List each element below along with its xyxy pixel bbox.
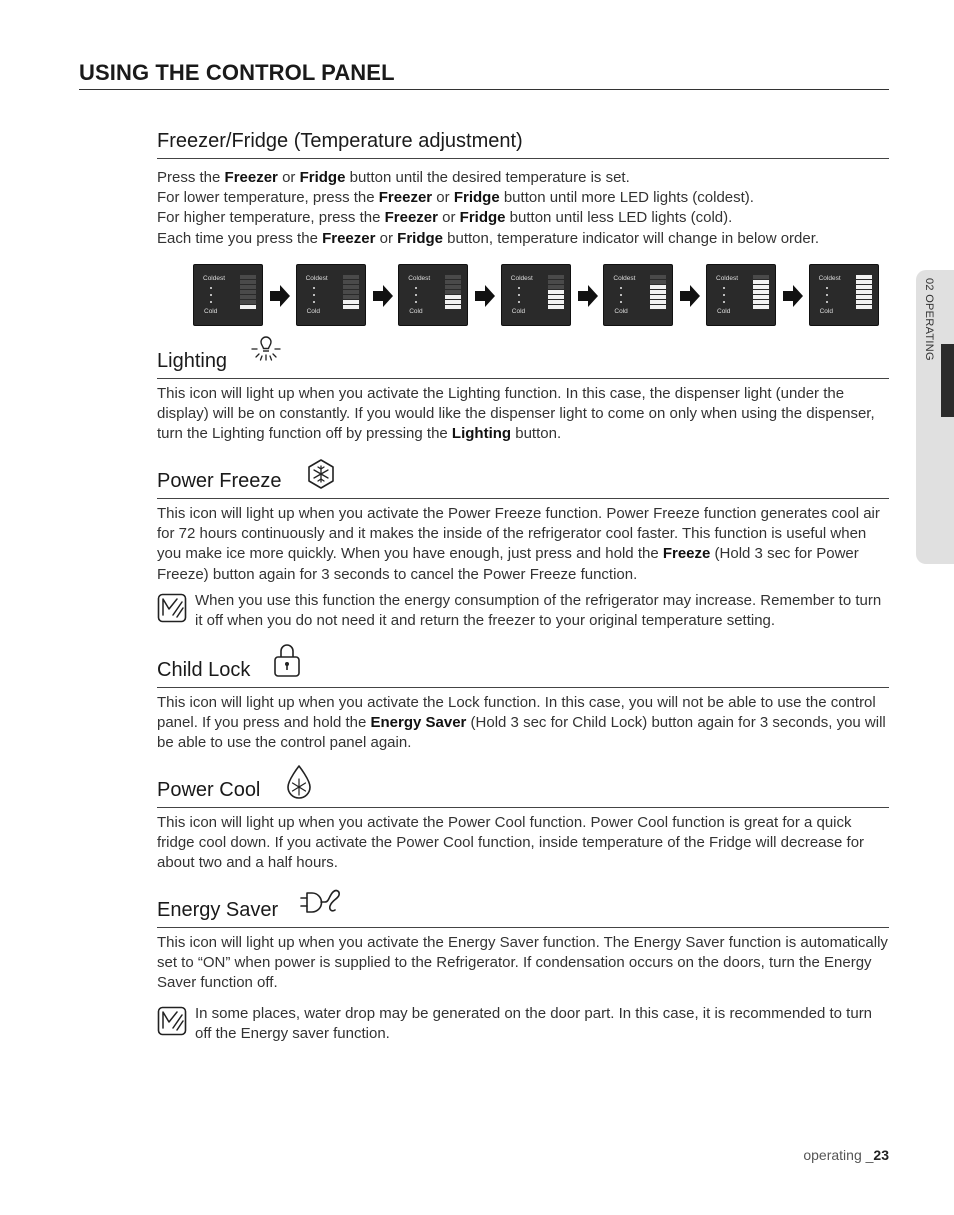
led-bar — [445, 290, 461, 294]
led-bar — [343, 300, 359, 304]
lightbulb-icon — [249, 336, 283, 373]
temperature-indicator-panel — [398, 264, 468, 326]
led-bar — [856, 275, 872, 279]
led-bar — [343, 285, 359, 289]
led-bar-stack — [753, 275, 769, 310]
temperature-indicator-panel — [809, 264, 879, 326]
cold-label: Cold — [511, 308, 526, 315]
right-arrow-icon — [782, 284, 804, 308]
energy-saver-section — [157, 895, 889, 994]
cold-label: Cold — [819, 308, 833, 315]
led-bar — [343, 295, 359, 299]
indicator-dot — [518, 287, 520, 289]
cold-label: Cold — [614, 308, 628, 315]
title-divider — [79, 89, 889, 90]
indicator-dot — [210, 287, 212, 289]
led-bar — [753, 290, 769, 294]
cold-label: Cold — [306, 308, 320, 315]
page-footer — [803, 1147, 889, 1163]
led-bar — [240, 300, 256, 304]
power-freeze-note — [157, 591, 889, 631]
led-bar — [753, 300, 769, 304]
note-icon — [157, 1006, 187, 1041]
led-bar — [445, 305, 461, 309]
section-title: Power Freeze — [157, 470, 282, 492]
indicator-dot — [620, 294, 622, 296]
led-bar — [548, 275, 564, 279]
led-bar — [856, 280, 872, 284]
section-title: Freezer/Fridge (Temperature adjustment) — [157, 130, 523, 152]
led-bar — [753, 305, 769, 309]
led-bar — [650, 305, 666, 309]
snowflake-drop-icon — [284, 764, 314, 805]
child-lock-description: This icon will light up when you activate the Lock function. In this case, you will not be able to use the control panel. If you press and hold the Energy Saver (Hold 3 sec for Child Lock) button again for 3 seconds, you will be able to use the control panel again. — [157, 694, 886, 752]
energy-saver-description: This icon will light up when you activate the Energy Saver function. The Energy Saver function is automatically set to “ON” when power is supplied to the Refrigerator. If condensation occurs on the doors, turn the Energy Saver function off. — [157, 934, 888, 992]
led-bar — [548, 285, 564, 289]
page-number: 23 — [873, 1147, 889, 1163]
temperature-indicator-sequence — [193, 264, 879, 326]
led-bar — [650, 295, 666, 299]
led-bar — [445, 275, 461, 279]
led-bar — [445, 285, 461, 289]
temperature-indicator-panel — [296, 264, 366, 326]
led-bar-stack — [343, 275, 359, 310]
led-bar — [548, 280, 564, 284]
temperature-indicator-panel — [193, 264, 263, 326]
power-cool-description: This icon will light up when you activate the Power Cool function. Power Cool function is great for a quick fridge cool down. If you activate the Power Cool function, inside temperature of the Fridge will decrease for about two and a half hours. — [157, 814, 865, 872]
led-bar — [445, 295, 461, 299]
led-bar — [240, 305, 256, 309]
indicator-dot — [826, 287, 828, 289]
led-bar — [856, 305, 872, 309]
indicator-dot — [313, 301, 315, 303]
instruction-line: Press the Freezer or Fridge button until the desired temperature is set. — [157, 169, 630, 186]
indicator-dot — [210, 294, 212, 296]
cold-label: Cold — [409, 308, 423, 315]
led-bar — [240, 275, 256, 279]
led-bar — [856, 290, 872, 294]
footer-label: operating _ — [803, 1147, 874, 1163]
right-arrow-icon — [474, 284, 496, 308]
indicator-dot — [826, 301, 828, 303]
led-bar — [753, 280, 769, 284]
led-bar-stack — [445, 275, 461, 310]
energy-saver-note — [157, 1004, 889, 1044]
right-arrow-icon — [269, 284, 291, 308]
led-bar — [240, 280, 256, 284]
snowflake-hexagon-icon — [305, 458, 337, 495]
indicator-dot — [518, 294, 520, 296]
led-bar — [240, 285, 256, 289]
led-bar — [240, 290, 256, 294]
led-bar — [548, 305, 564, 309]
led-bar — [856, 295, 872, 299]
led-bar-stack — [548, 275, 564, 310]
child-lock-section — [157, 655, 889, 754]
led-bar — [753, 275, 769, 279]
temperature-section — [157, 128, 889, 249]
section-header — [157, 466, 889, 499]
led-bar-stack — [650, 275, 666, 310]
led-bar — [856, 285, 872, 289]
right-arrow-icon — [577, 284, 599, 308]
coldest-label: Coldest — [818, 275, 841, 282]
section-header — [157, 128, 889, 159]
power-freeze-description: This icon will light up when you activate the Power Freeze function. Power Freeze function generates cool air for 72 hours continuously and it makes the inside of the refrigerator cool faster. This function is useful when you make ice more quickly. When you have enough, just press and hold the Freeze (Hold 3 sec for Power Freeze) button again for 3 seconds to cancel the Power Freeze function. — [157, 505, 880, 583]
page-title: USING THE CONTROL PANEL — [79, 60, 395, 85]
section-title: Power Cool — [157, 779, 261, 801]
led-bar-stack — [856, 275, 872, 310]
led-bar — [240, 295, 256, 299]
led-bar — [548, 295, 564, 299]
led-bar — [650, 290, 666, 294]
padlock-icon — [272, 642, 302, 683]
temperature-indicator-panel — [501, 264, 571, 326]
indicator-dot — [415, 294, 417, 296]
instruction-line: Each time you press the Freezer or Fridge button, temperature indicator will change in below order. — [157, 229, 820, 247]
temperature-instructions — [157, 168, 889, 249]
led-bar — [650, 285, 666, 289]
lighting-section — [157, 346, 889, 445]
led-bar — [650, 275, 666, 279]
indicator-dot — [620, 287, 622, 289]
section-title: Child Lock — [157, 659, 251, 681]
led-bar — [343, 275, 359, 279]
chapter-tab-label: 02 OPERATING — [923, 278, 935, 361]
cold-label: Cold — [717, 308, 731, 315]
note-text: When you use this function the energy consumption of the refrigerator may increase. Remember to turn it off when you do not need it and return the freezer to your original temperature setting. — [195, 592, 882, 630]
temperature-indicator-panel — [603, 264, 673, 326]
lighting-description: This icon will light up when you activate the Lighting function. In this case, the dispenser light (under the display) will be on constantly. If you would like the dispenser light to come on only when using the dispenser, turn the Lighting function off by pressing the Lighting button. — [157, 385, 875, 443]
note-text: In some places, water drop may be generated on the door part. In this case, it is recommended to turn off the Energy saver function. — [195, 1005, 873, 1043]
led-bar — [343, 280, 359, 284]
temperature-indicator-panel — [706, 264, 776, 326]
instruction-line: For lower temperature, press the Freezer or Fridge button until more LED lights (coldest). — [157, 189, 754, 207]
indicator-dot — [415, 301, 417, 303]
led-bar-stack — [240, 275, 256, 310]
section-header — [157, 775, 889, 808]
indicator-dot — [313, 287, 315, 289]
led-bar — [753, 295, 769, 299]
section-header — [157, 655, 889, 688]
indicator-dot — [723, 301, 725, 303]
led-bar — [445, 280, 461, 284]
coldest-label: Coldest — [408, 275, 431, 282]
chapter-tab-marker — [941, 344, 954, 417]
section-header — [157, 346, 889, 379]
section-title: Energy Saver — [157, 899, 279, 921]
plug-icon — [299, 886, 343, 923]
led-bar — [753, 285, 769, 289]
coldest-label: Coldest — [203, 275, 226, 282]
section-header — [157, 895, 889, 928]
indicator-dot — [723, 294, 725, 296]
led-bar — [343, 290, 359, 294]
coldest-label: Coldest — [716, 275, 739, 282]
section-title: Lighting — [157, 350, 228, 372]
indicator-dot — [723, 287, 725, 289]
led-bar — [650, 300, 666, 304]
led-bar — [650, 280, 666, 284]
indicator-dot — [826, 294, 828, 296]
coldest-label: Coldest — [510, 275, 533, 282]
indicator-dot — [518, 301, 520, 303]
right-arrow-icon — [372, 284, 394, 308]
led-bar — [548, 300, 564, 304]
indicator-dot — [210, 301, 212, 303]
coldest-label: Coldest — [305, 275, 328, 282]
led-bar — [548, 290, 564, 294]
indicator-dot — [313, 294, 315, 296]
led-bar — [343, 305, 359, 309]
coldest-label: Coldest — [613, 275, 636, 282]
led-bar — [856, 300, 872, 304]
led-bar — [445, 300, 461, 304]
instruction-line: For higher temperature, press the Freezer or Fridge button until less LED lights (cold). — [157, 209, 733, 227]
right-arrow-icon — [679, 284, 701, 308]
indicator-dot — [620, 301, 622, 303]
indicator-dot — [415, 287, 417, 289]
power-freeze-section — [157, 466, 889, 585]
note-icon — [157, 593, 187, 628]
power-cool-section — [157, 775, 889, 874]
cold-label: Cold — [204, 308, 218, 315]
